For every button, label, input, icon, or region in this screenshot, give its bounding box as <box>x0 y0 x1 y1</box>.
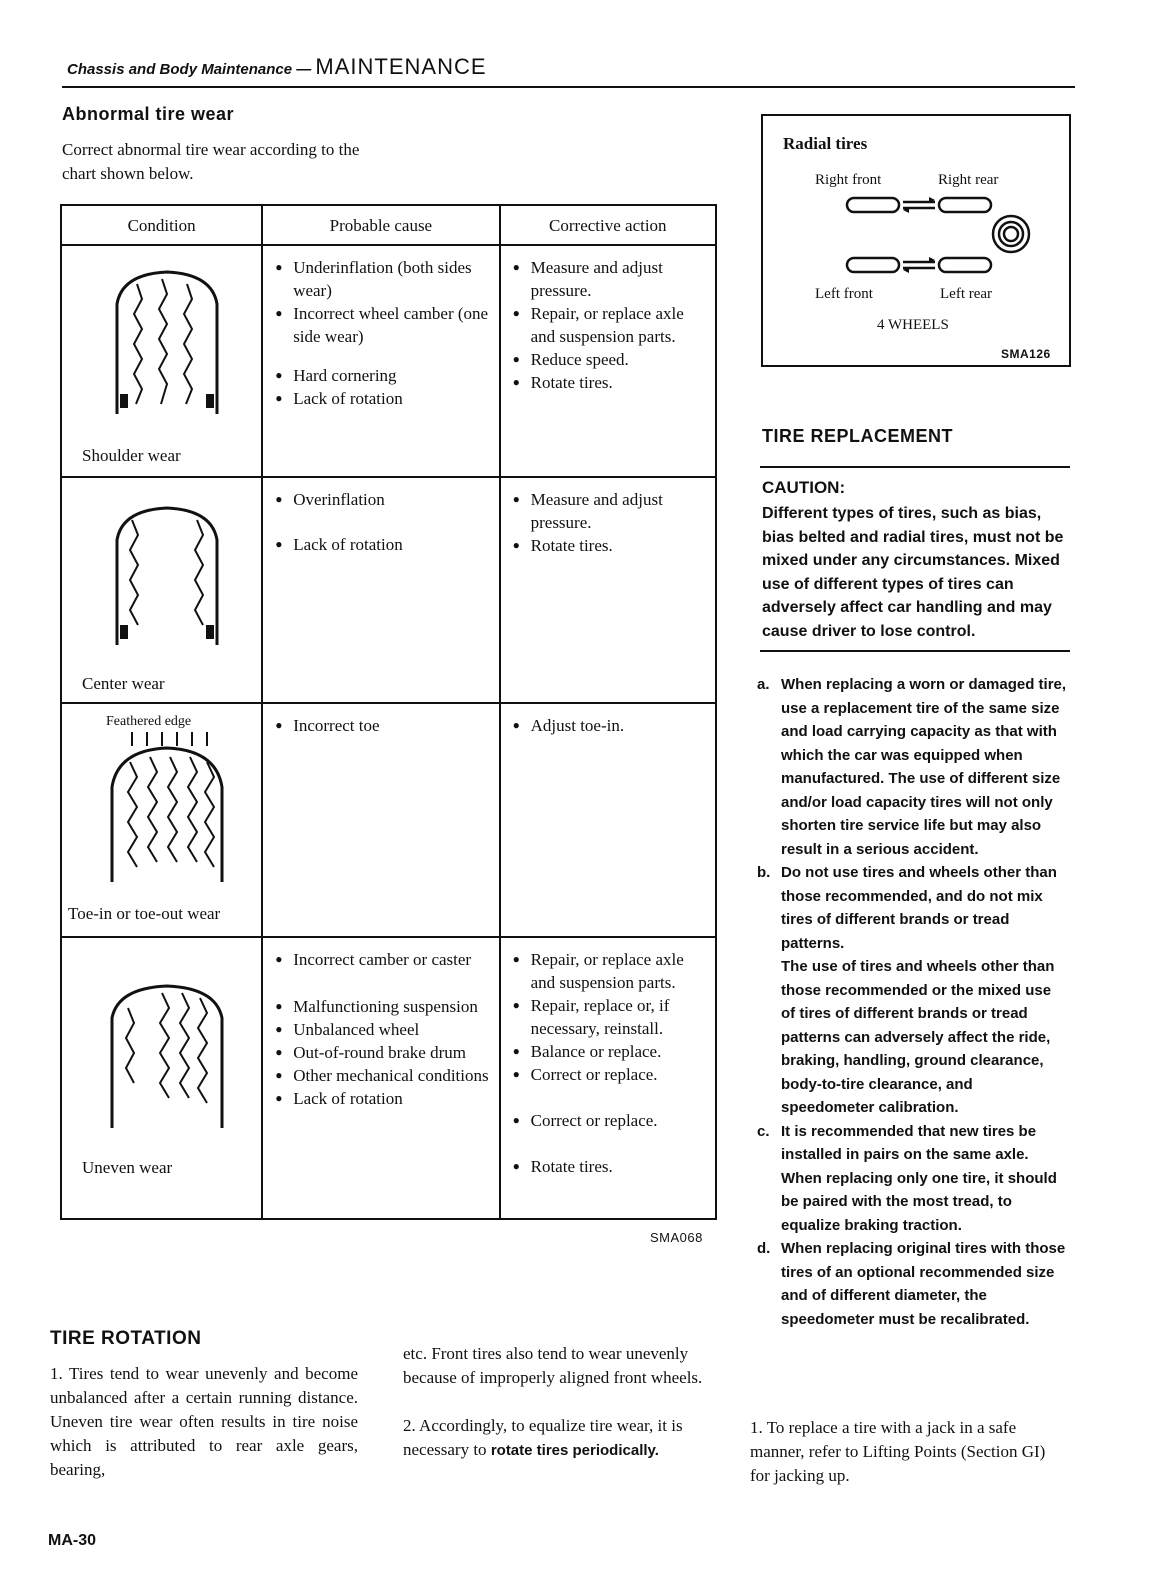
section-header <box>67 54 487 80</box>
wheels-caption: 4 WHEELS <box>877 317 949 333</box>
cause-item: ● Lack of rotation <box>271 1087 490 1110</box>
condition-label: Toe-in or toe-out wear <box>68 904 221 923</box>
left-front-label: Left front <box>815 286 873 302</box>
caution-title: CAUTION: <box>762 478 846 497</box>
condition-label: Shoulder wear <box>82 446 181 465</box>
action-item: ● Balance or replace. <box>509 1040 707 1063</box>
condition-label: Center wear <box>82 674 165 693</box>
table-row <box>61 703 716 937</box>
action-item: ● Measure and adjust pressure. <box>509 488 707 534</box>
action-item: ● Rotate tires. <box>509 1155 707 1178</box>
right-rear-label: Right rear <box>938 172 999 188</box>
action-item: ● Correct or replace. <box>509 1063 707 1086</box>
rotation-paragraph-1: 1. Tires tend to wear unevenly and become unbalanced after a certain running distance. Uneven tire wear often results in tire noise which is attributed to rear axle gears, bearing, <box>50 1364 358 1479</box>
center-wear-tire-icon <box>82 500 252 650</box>
condition-cell <box>61 477 262 703</box>
action-cell <box>500 703 716 937</box>
action-item: ● Measure and adjust pressure. <box>509 256 707 302</box>
rotation-p2-text: 2. Accordingly, to equalize tire wear, it is necessary to <box>403 1416 683 1459</box>
list-item <box>757 673 1069 861</box>
list-key: a. <box>757 676 770 693</box>
action-item: ● Reduce speed. <box>509 348 707 371</box>
cause-item: ● Other mechanical conditions <box>271 1064 490 1087</box>
tire-wear-table <box>60 204 717 1220</box>
radial-title: Radial tires <box>783 134 868 153</box>
action-cell <box>500 477 716 703</box>
list-text: Do not use tires and wheels other than those recommended, and do not mix tires of different brands or tread patterns. <box>781 864 1057 952</box>
action-item: ● Rotate tires. <box>509 534 707 557</box>
list-item <box>757 1237 1069 1331</box>
table-row <box>61 937 716 1219</box>
shoulder-wear-tire-icon <box>82 264 252 424</box>
rotation-paragraph-2 <box>403 1414 711 1463</box>
rotation-paragraph-1-cont: etc. Front tires also tend to wear unevenly because of improperly aligned front wheels. <box>403 1344 703 1387</box>
list-text: It is recommended that new tires be installed in pairs on the same axle. When replacing only one tire, it should be paired with the most tread, to equalize braking traction. <box>781 1122 1057 1234</box>
feathered-edge-caption: Feathered edge <box>106 714 192 729</box>
col-header-action: Corrective action <box>500 205 716 245</box>
rotation-p2-bold: rotate tires periodically. <box>490 1442 659 1459</box>
cause-item: ● Out-of-round brake drum <box>271 1041 490 1064</box>
cause-item: ● Lack of rotation <box>271 387 490 410</box>
cause-cell <box>262 477 499 703</box>
tire-replacement-heading: TIRE REPLACEMENT <box>762 426 954 446</box>
condition-cell <box>61 245 262 477</box>
condition-cell <box>61 937 262 1219</box>
radial-figure-code: SMA126 <box>1001 347 1051 361</box>
list-text-continued: The use of tires and wheels other than those recommended or the mixed use of tires of different brands or tread patterns can adversely affect the ride, braking, handling, ground clearance, body-to-tire clearance, and speedometer calibration. <box>781 958 1055 1116</box>
list-key: c. <box>757 1122 770 1140</box>
right-front-label: Right front <box>815 172 882 188</box>
col-header-condition: Condition <box>61 205 262 245</box>
cause-item: ● Incorrect wheel camber (one side wear) <box>271 302 490 348</box>
header-rule <box>62 86 1075 88</box>
cause-item: ● Lack of rotation <box>271 533 490 556</box>
list-key: b. <box>757 864 771 881</box>
replacement-step-1: 1. To replace a tire with a jack in a safe manner, refer to Lifting Points (Section GI) for jacking up. <box>750 1418 1046 1485</box>
cause-item: ● Overinflation <box>271 488 490 511</box>
cause-item: ● Unbalanced wheel <box>271 1018 490 1041</box>
tire-rotation-arrows-icon <box>843 192 1043 292</box>
action-item: ● Repair, replace or, if necessary, reinstall. <box>509 994 707 1040</box>
table-figure-code: SMA068 <box>650 1230 703 1245</box>
table-row <box>61 477 716 703</box>
list-key: d. <box>757 1240 771 1257</box>
radial-tires-diagram <box>761 114 1071 367</box>
abnormal-heading: Abnormal tire wear <box>62 104 235 124</box>
page-number: MA-30 <box>48 1532 97 1549</box>
action-item: ● Repair, or replace axle and suspension parts. <box>509 948 707 994</box>
condition-label: Uneven wear <box>82 1158 173 1177</box>
table-row <box>61 245 716 477</box>
tire-rotation-heading: TIRE ROTATION <box>50 1328 202 1349</box>
uneven-wear-tire-icon <box>82 978 252 1138</box>
list-item <box>757 861 1069 1120</box>
section-name: Chassis and Body Maintenance — <box>67 61 312 78</box>
page-title: MAINTENANCE <box>315 54 487 79</box>
cause-cell <box>262 937 499 1219</box>
action-item: ● Adjust toe-in. <box>509 714 707 737</box>
caution-top-rule <box>760 466 1070 468</box>
cause-item: ● Hard cornering <box>271 364 490 387</box>
list-text: When replacing original tires with those tires of an optional recommended size and of different diameter, the speedometer must be recalibrated. <box>781 1240 1066 1328</box>
col-header-cause: Probable cause <box>262 205 499 245</box>
list-item <box>757 1120 1069 1238</box>
action-cell <box>500 937 716 1219</box>
cause-item: ● Underinflation (both sides wear) <box>271 256 490 302</box>
cause-cell <box>262 245 499 477</box>
cause-cell <box>262 703 499 937</box>
replacement-list <box>757 673 1069 1331</box>
list-text: When replacing a worn or damaged tire, use a replacement tire of the same size and load carrying capacity as that with which the car was equipped when manufactured. The use of different size and/or load capacity tires will not only shorten tire service life but may also result in a serious accident. <box>781 676 1067 858</box>
action-cell <box>500 245 716 477</box>
feathered-edge-tire-icon <box>82 732 252 892</box>
cause-item: ● Malfunctioning suspension <box>271 995 490 1018</box>
cause-item: ● Incorrect toe <box>271 714 490 737</box>
caution-text: Different types of tires, such as bias, bias belted and radial tires, must not be mixed under any circumstances. Mixed use of different types of tires can adversely affect car handling and may cause driver to lose control. <box>762 505 1064 640</box>
condition-cell <box>61 703 262 937</box>
action-item: ● Correct or replace. <box>509 1109 707 1132</box>
left-rear-label: Left rear <box>940 286 993 302</box>
cause-item: ● Incorrect camber or caster <box>271 948 490 971</box>
caution-bottom-rule <box>760 650 1070 652</box>
abnormal-intro: Correct abnormal tire wear according to the chart shown below. <box>62 140 360 183</box>
action-item: ● Rotate tires. <box>509 371 707 394</box>
action-item: ● Repair, or replace axle and suspension parts. <box>509 302 707 348</box>
